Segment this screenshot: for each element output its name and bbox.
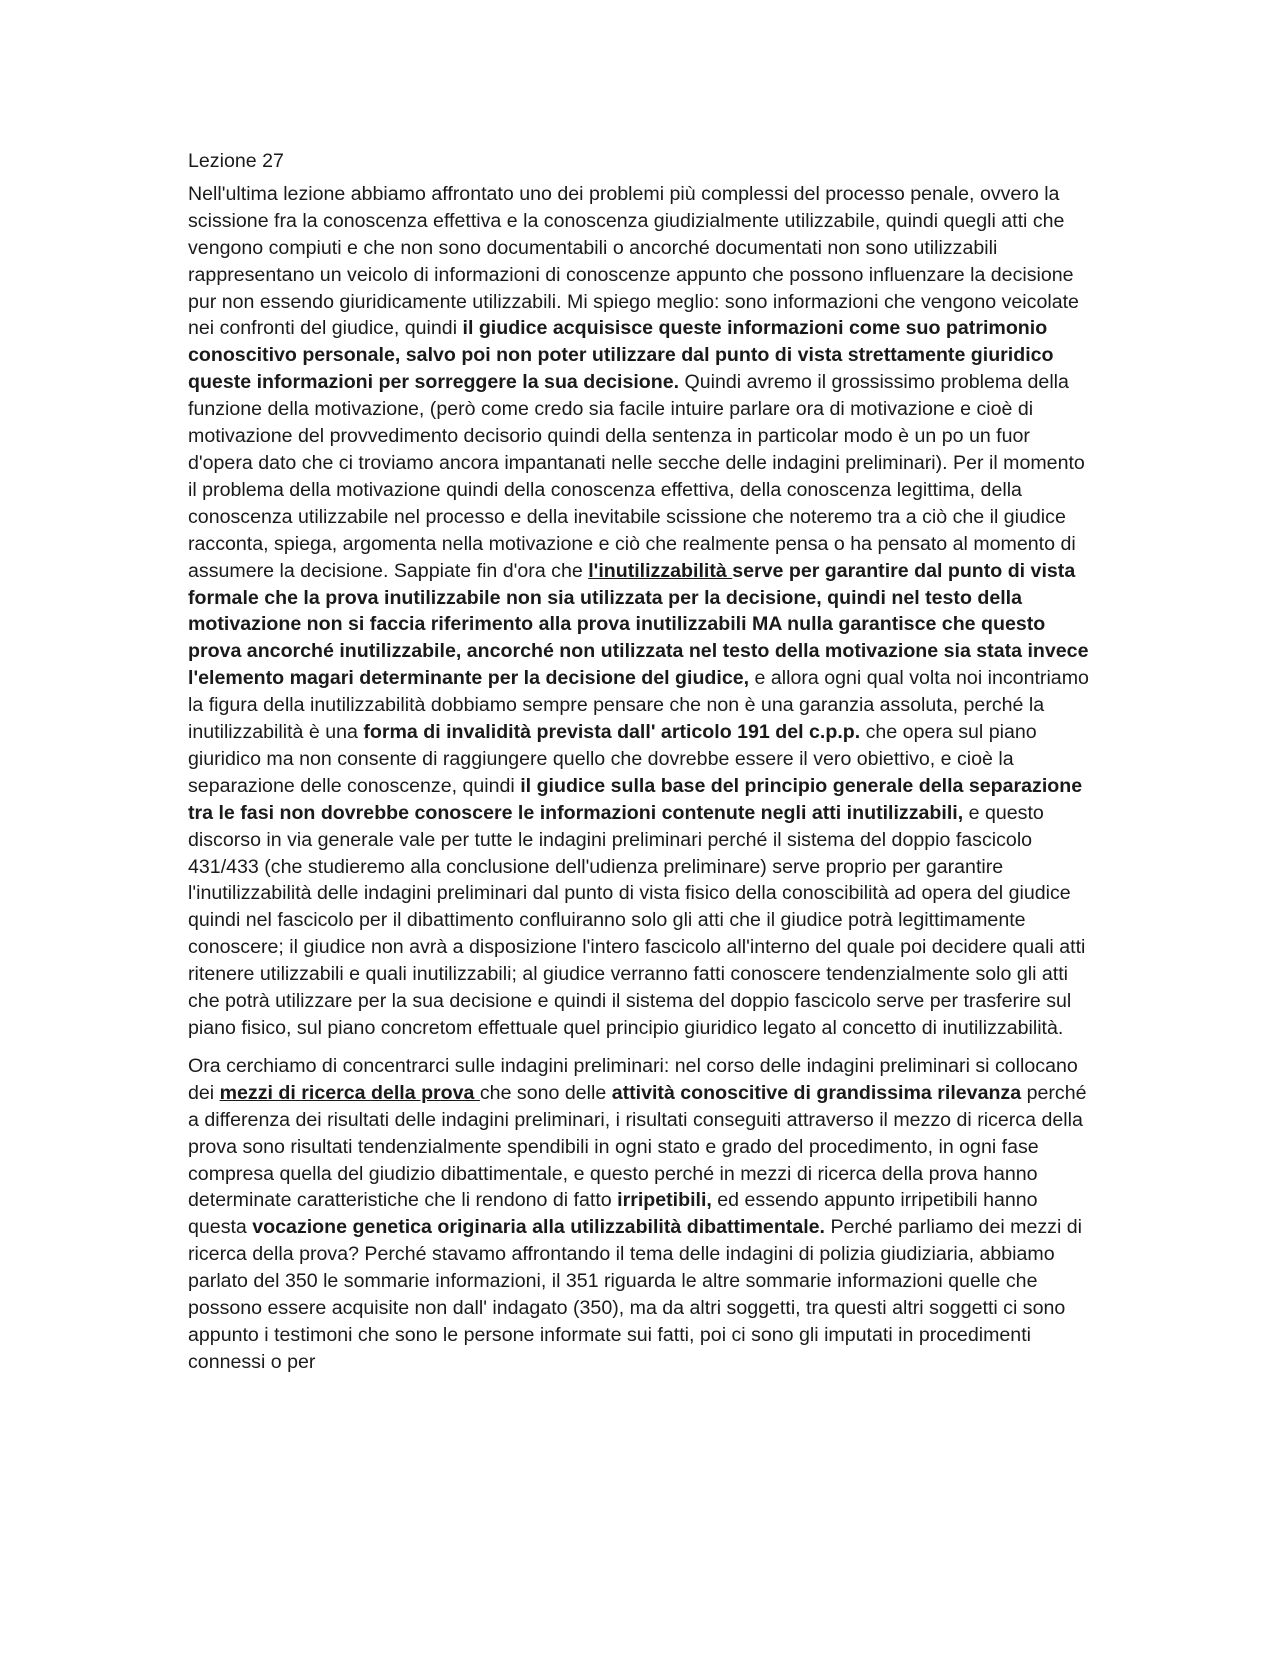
- body-text: che opera sul piano giuridico ma non consente di raggiungere quello che dovrebbe essere il vero obiettivo, e cioè la separazione delle conoscenze, quindi: [188, 721, 1037, 797]
- bold-text: irripetibili,: [617, 1189, 712, 1212]
- bold-text: vocazione genetica originaria alla utilizzabilità dibattimentale.: [252, 1216, 825, 1239]
- body-text: perché a differenza dei risultati delle indagini preliminari, i risultati conseguiti attraverso il mezzo di ricerca della prova sono risultati tendenzialmente spendibili in ogni stato e grado del procedimento, in ogni fase compresa quella del giudizio dibattimentale, e questo perché in mezzi di ricerca della prova hanno determinate caratteristiche che li rendono di fatto: [188, 1081, 1087, 1212]
- bold-text: serve per garantire dal punto di vista formale che la prova inutilizzabile non sia utilizzata per la decisione, quindi nel testo della motivazione non si faccia riferimento alla prova inutilizzabili MA nulla garantisce che questo prova ancorché inutilizzabile, ancorché non utilizzata nel testo della motivazione sia stata invece l'elemento magari determinante per la decisione del giudice,: [188, 559, 1089, 690]
- document-body: [188, 181, 1092, 1376]
- body-text: che sono delle: [479, 1081, 612, 1104]
- body-text: e allora ogni qual volta noi incontriamo la figura della inutilizzabilità dobbiamo sempre pensare che non è una garanzia assoluta, perché la inutilizzabilità è una: [188, 667, 1089, 744]
- bold-text: attività conoscitive di grandissima rilevanza: [611, 1081, 1022, 1104]
- body-text: Perché parliamo dei mezzi di ricerca della prova? Perché stavamo affrontando il tema delle indagini di polizia giudiziaria, abbiamo parlato del 350 le sommarie informazioni, il 351 riguarda le altre sommarie informazioni quelle che possono essere acquisite non dall' indagato (350), ma da altri soggetti, tra questi altri soggetti ci sono appunto i testimoni che sono le persone informate sui fatti, poi ci sono gli imputati in procedimenti connessi o per: [188, 1216, 1083, 1373]
- paragraph: [188, 1053, 1092, 1376]
- bold-underlined-text: l'inutilizzabilità: [588, 559, 733, 582]
- bold-text: il giudice sulla base del principio generale della separazione tra le fasi non dovrebbe conoscere le informazioni contenute negli atti inutilizzabili,: [188, 774, 1083, 824]
- bold-text: forma di invalidità prevista dall' articolo 191 del c.p.p.: [363, 721, 861, 744]
- body-text: ed essendo appunto irripetibili hanno questa: [188, 1189, 1038, 1239]
- body-text: Ora cerchiamo di concentrarci sulle indagini preliminari: nel corso delle indagini preliminari si collocano dei: [188, 1054, 1078, 1104]
- body-text: Quindi avremo il grossissimo problema della funzione della motivazione, (però come credo sia facile intuire parlare ora di motivazione e cioè di motivazione del provvedimento decisorio quindi della sentenza in particolar modo è un po un fuor d'opera dato che ci troviamo ancora impantanati nelle secche delle indagini preliminari). Per il momento il problema della motivazione quindi della conoscenza effettiva, della conoscenza legittima, della conoscenza utilizzabile nel processo e della inevitabile scissione che noteremo tra a ciò che il giudice racconta, spiega, argomenta nella motivazione e ciò che realmente pensa o ha pensato al momento di assumere la decisione. Sappiate fin d'ora che: [188, 371, 1085, 582]
- bold-text: il giudice acquisisce queste informazioni come suo patrimonio conoscitivo personale, salvo poi non poter utilizzare dal punto di vista strettamente giuridico queste informazioni per sorreggere la sua decisione.: [188, 317, 1054, 394]
- document-title: Lezione 27: [188, 150, 284, 172]
- body-text: Nell'ultima lezione abbiamo affrontato uno dei problemi più complessi del processo penale, ovvero la scissione fra la conoscenza effettiva e la conoscenza giudizialmente utilizzabile, quindi quegli atti che vengono compiuti e che non sono documentabili o ancorché documentati non sono utilizzabili rappresentano un veicolo di informazioni di conoscenze appunto che possono influenzare la decisione pur non essendo giuridicamente utilizzabili. Mi spiego meglio: sono informazioni che vengono veicolate nei confronti del giudice, quindi: [188, 182, 1079, 340]
- bold-underlined-text: mezzi di ricerca della prova: [219, 1081, 480, 1104]
- paragraph: [188, 181, 1092, 1042]
- body-text: e questo discorso in via generale vale per tutte le indagini preliminari perché il sistema del doppio fascicolo 431/433 (che studieremo alla conclusione dell'udienza preliminare) serve proprio per garantire l'inutilizzabilità delle indagini preliminari dal punto di vista fisico della conoscibilità ad opera del giudice quindi nel fascicolo per il dibattimento confluiranno solo gli atti che il giudice potrà legittimamente conoscere; il giudice non avrà a disposizione l'intero fascicolo all'interno del quale poi decidere quali atti ritenere utilizzabili e quali inutilizzabili; al giudice verranno fatti conoscere tendenzialmente solo gli atti che potrà utilizzare per la sua decisione e quindi il sistema del doppio fascicolo serve per trasferire sul piano fisico, sul piano concretom effettuale quel principio giuridico legato al concetto di inutilizzabilità.: [188, 801, 1086, 1039]
- document-page: [188, 148, 1092, 1387]
